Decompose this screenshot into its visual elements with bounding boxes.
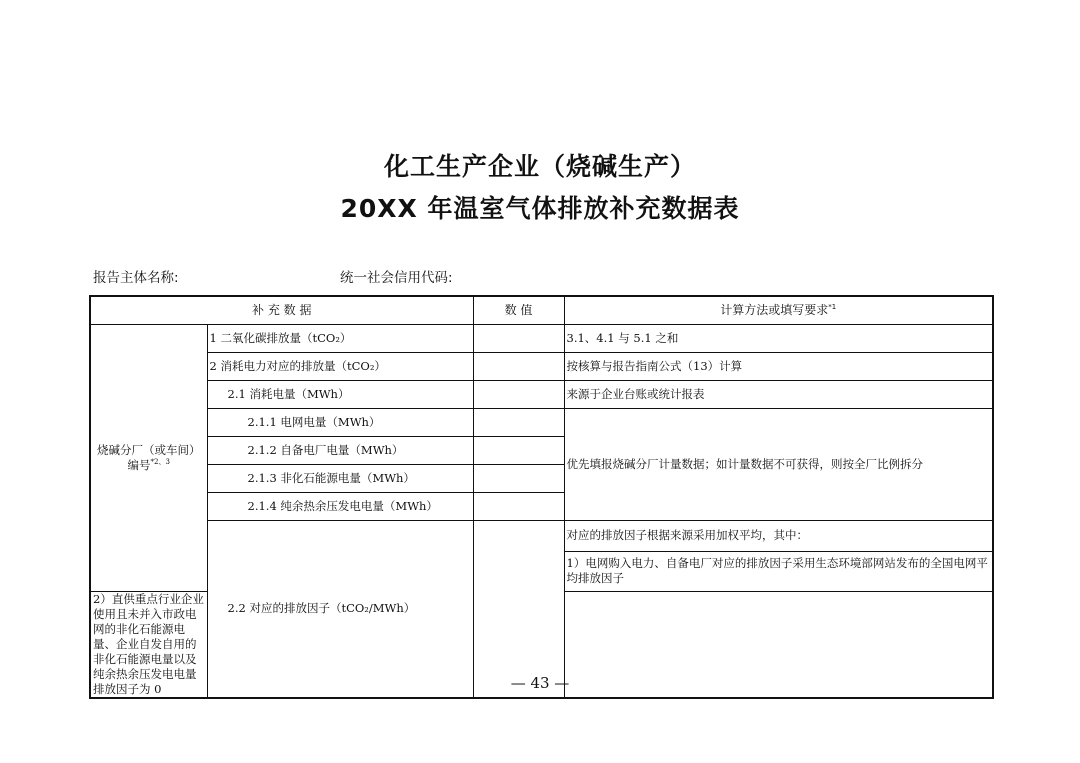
- value-cell[interactable]: [473, 436, 564, 464]
- factor-method-0: 对应的排放因子根据来源采用加权平均，其中：: [564, 520, 993, 551]
- header-method-text: 计算方法或填写要求: [720, 302, 829, 317]
- reporter-name-label: 报告主体名称:: [93, 270, 179, 286]
- value-cell[interactable]: [473, 520, 564, 698]
- merged-method-cell: 优先填报烧碱分厂计量数据；如计量数据不可获得，则按全厂比例拆分: [564, 408, 993, 520]
- value-cell[interactable]: [473, 324, 564, 352]
- row-label: 1 二氧化碳排放量（tCO₂）: [207, 324, 473, 352]
- method-cell: 按核算与报告指南公式（13）计算: [564, 352, 993, 380]
- table-row: [90, 520, 993, 551]
- title-line-1: 化工生产企业（烧碱生产）: [383, 152, 696, 181]
- table-row: [90, 408, 993, 436]
- value-cell[interactable]: [473, 492, 564, 520]
- factor-row-label: 2.2 对应的排放因子（tCO₂/MWh）: [207, 520, 473, 698]
- value-cell[interactable]: [473, 408, 564, 436]
- supplement-data-table: [89, 295, 994, 699]
- header-supplement: 补 充 数 据: [90, 296, 473, 324]
- table-row: [90, 324, 993, 352]
- factor-method-2: 2）直供重点行业企业使用且未并入市政电网的非化石能源电量、企业自发自用的非化石能源电量以及纯余热余压发电电量排放因子为 0: [90, 591, 207, 698]
- value-cell[interactable]: [473, 380, 564, 408]
- group-note: *2、3: [150, 457, 170, 466]
- row-label: 2 消耗电力对应的排放量（tCO₂）: [207, 352, 473, 380]
- table-header-row: [90, 296, 993, 324]
- value-cell[interactable]: [473, 464, 564, 492]
- group-label-cell: [90, 324, 207, 591]
- factor-method-1: 1）电网购入电力、自备电厂对应的排放因子采用生态环境部网站发布的全国电网平均排放因子: [564, 551, 993, 591]
- group-label: 烧碱分厂（或车间）编号: [97, 442, 201, 472]
- title-line-2: 20XX 年温室气体排放补充数据表: [340, 194, 740, 223]
- page-number: — 43 —: [510, 674, 570, 692]
- table-row: [90, 380, 993, 408]
- row-label: 2.1.3 非化石能源电量（MWh）: [207, 464, 473, 492]
- header-method-note: *1: [828, 302, 837, 311]
- value-cell[interactable]: [473, 352, 564, 380]
- credit-code-label: 统一社会信用代码:: [340, 270, 453, 286]
- row-label: 2.1.1 电网电量（MWh）: [207, 408, 473, 436]
- row-label: 2.1.2 自备电厂电量（MWh）: [207, 436, 473, 464]
- method-cell: 来源于企业台账或统计报表: [564, 380, 993, 408]
- header-method: [564, 296, 993, 324]
- row-label: 2.1 消耗电量（MWh）: [207, 380, 473, 408]
- method-cell: 3.1、4.1 与 5.1 之和: [564, 324, 993, 352]
- row-label: 2.1.4 纯余热余压发电电量（MWh）: [207, 492, 473, 520]
- table-row: [90, 352, 993, 380]
- header-value: 数 值: [473, 296, 564, 324]
